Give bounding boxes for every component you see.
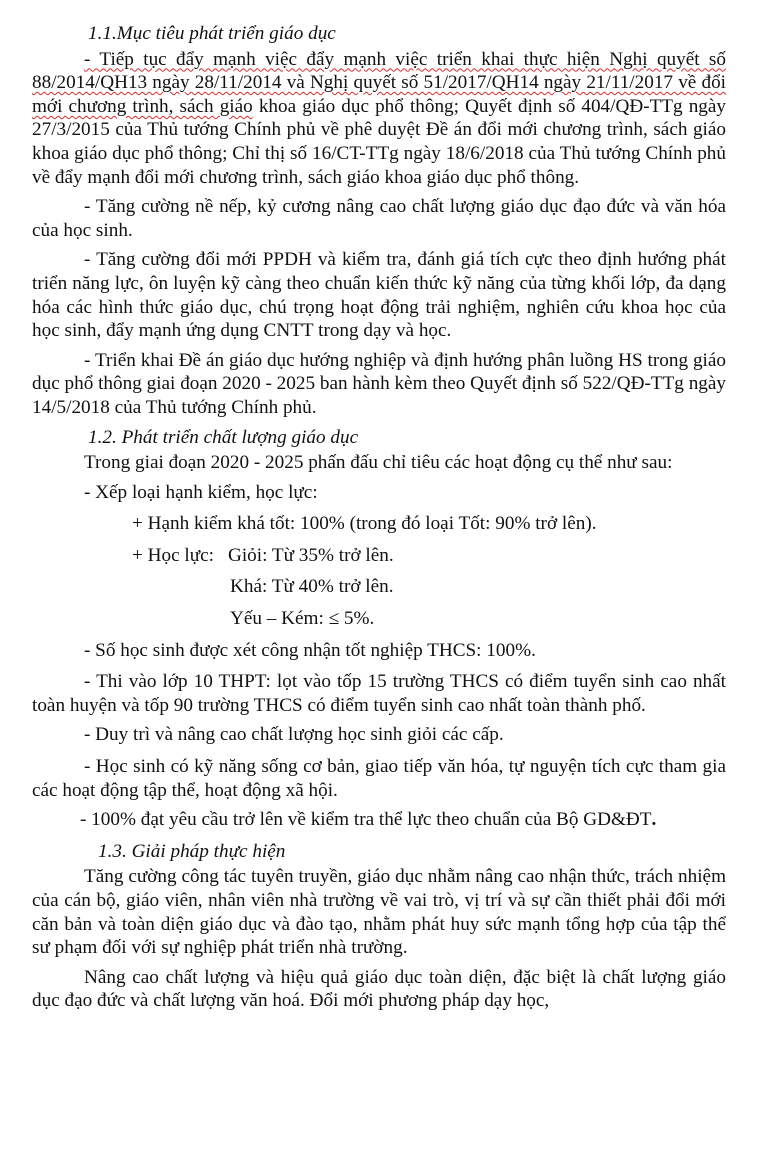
academic-good: Giỏi: Từ 35% trở lên.: [227, 544, 394, 566]
document-page: [32, 22, 726, 1019]
graduation-target: - Số học sinh được xét công nhận tốt nghiệp THCS: 100%.: [84, 639, 536, 661]
fitness-target-period: .: [651, 809, 657, 831]
conduct-title: - Xếp loại hạnh kiểm, học lực:: [84, 481, 318, 503]
heading-1-3: 1.3. Giải pháp thực hiện: [98, 840, 286, 862]
paragraph-goals-4: - Triển khai Đề án giáo dục hướng nghiệp và định hướng phân luồng HS trong giáo dục phổ thông giai đoạn 2020 - 2025 ban hành kèm theo Quyết định số 522/QĐ-TTg ngày 14/5/2018 của Thủ tướng Chính phủ.: [32, 349, 726, 418]
fitness-target: [32, 808, 726, 832]
academic-label: + Học lực:: [132, 544, 214, 566]
paragraph-goals-3: - Tăng cường đổi mới PPDH và kiểm tra, đánh giá tích cực theo định hướng phát triển năng lực, ôn luyện kỹ càng theo chuẩn kiến thức kỹ năng của từng khối lớp, đa dạng hóa các hình thức giáo dục, chú trọng hoạt động trải nghiệm, nghiên cứu khoa học của học sinh, đẩy mạnh ứng dụng CNTT trong dạy và học.: [32, 249, 726, 342]
paragraph-entrance-exam: - Thi vào lớp 10 THPT: lọt vào tốp 15 trường THCS có điểm tuyển sinh cao nhất toàn huyện và tốp 90 trường THCS có điểm tuyển sinh cao nhất toàn thành phố.: [32, 671, 726, 716]
paragraph-life-skills: - Học sinh có kỹ năng sống cơ bản, giao tiếp văn hóa, tự nguyện tích cực tham gia các hoạt động tập thể, hoạt động xã hội.: [32, 756, 726, 801]
heading-1-2: 1.2. Phát triển chất lượng giáo dục: [88, 426, 359, 448]
conduct-item: + Hạnh kiểm khá tốt: 100% (trong đó loại Tốt: 90% trở lên).: [132, 513, 597, 535]
heading-1-1: 1.1.Mục tiêu phát triển giáo dục: [88, 23, 336, 44]
paragraph-goals-1-rest: khoa giáo dục phổ thông; Quyết định số 404/QĐ-TTg ngày 27/3/2015 của Thủ tướng Chính phủ về phê duyệt Đề án đổi mới chương trình, sách giáo khoa giáo dục phổ thông; Chỉ thị số 16/CT-TTg ngày 18/6/2018 của Thủ tướng Chính phủ về đẩy mạnh đổi mới chương trình, sách giáo khoa giáo dục phổ thông.: [32, 95, 726, 188]
paragraph-goals-1: [32, 48, 726, 190]
paragraph-solutions-1: Tăng cường công tác tuyên truyền, giáo dục nhằm nâng cao nhận thức, trách nhiệm của cán bộ, giáo viên, nhân viên nhà trường về vai trò, vị trí và sự cần thiết phải đổi mới căn bản và toàn diện giáo dục và đào tạo, nhằm phát huy sức mạnh tổng hợp của tập thể sư phạm đối với sự nghiệp phát triển nhà trường.: [32, 866, 726, 959]
spellcheck-underlined-text: - Tiếp tục đẩy mạnh việc đẩy mạnh việc triển khai thực hiện Nghị quyết số 88/2014/QH13 ngày 28/11/2014 và Nghị quyết số 51/2017/QH14 ngày 21/11/2017 về đổi mới chương trình, sách giáo: [32, 48, 726, 117]
fitness-target-text: - 100% đạt yêu cầu trở lên về kiểm tra thể lực theo chuẩn của Bộ GD&ĐT: [80, 809, 652, 831]
paragraph-goals-2: - Tăng cường nề nếp, kỷ cương nâng cao chất lượng giáo dục đạo đức và văn hóa của học sinh.: [32, 196, 726, 241]
academic-row: [32, 544, 726, 568]
paragraph-solutions-2: Nâng cao chất lượng và hiệu quả giáo dục toàn diện, đặc biệt là chất lượng giáo dục đạo đức và chất lượng văn hoá. Đổi mới phương pháp dạy học,: [32, 966, 726, 1012]
academic-fair: Khá: Từ 40% trở lên.: [230, 576, 394, 598]
paragraph-targets-intro: Trong giai đoạn 2020 - 2025 phấn đấu chỉ tiêu các hoạt động cụ thể như sau:: [84, 452, 673, 474]
academic-weak: Yếu – Kém: ≤ 5%.: [230, 608, 375, 630]
gifted-students-target: - Duy trì và nâng cao chất lượng học sinh giỏi các cấp.: [84, 724, 504, 746]
